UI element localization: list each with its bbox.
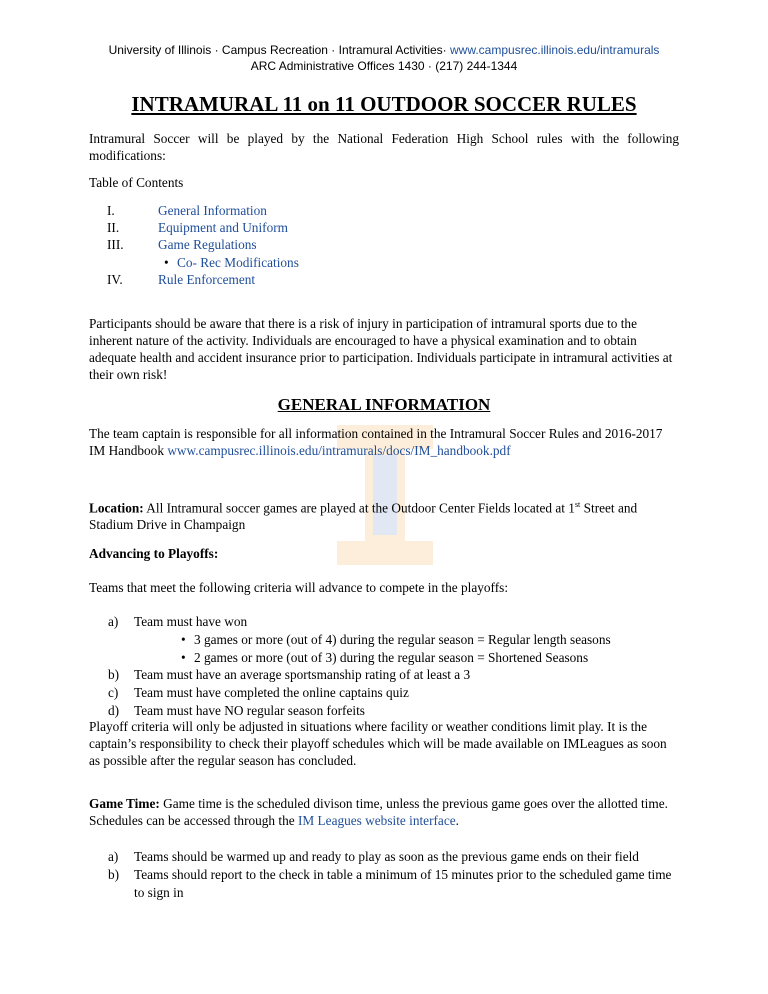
list-subitem: • 3 games or more (out of 4) during the regular season = Regular length seasons <box>181 631 611 647</box>
list-item: a) Team must have won <box>108 614 248 629</box>
toc-heading: Table of Contents <box>89 175 184 190</box>
page-header <box>0 42 768 74</box>
toc-item[interactable]: II. Equipment and Uniform <box>107 220 288 236</box>
page-title: INTRAMURAL 11 on 11 OUTDOOR SOCCER RULES <box>131 92 637 116</box>
toc-link-equipment[interactable]: Equipment and Uniform <box>158 220 288 236</box>
toc-link-rule-enforcement[interactable]: Rule Enforcement <box>158 271 256 287</box>
imleagues-link[interactable]: IM Leagues website interface <box>297 813 456 828</box>
list-item: b) Teams should report to the check in table a minimum of 15 minutes prior to the scheduled game time to sign in <box>108 866 672 900</box>
section-heading-general: GENERAL INFORMATION <box>277 395 491 414</box>
header-link[interactable]: www.campusrec.illinois.edu/intramurals <box>450 43 660 57</box>
toc-subitem[interactable] <box>107 254 299 271</box>
toc-item[interactable]: III. Game Regulations <box>107 237 257 253</box>
intro-paragraph: Intramural Soccer will be played by the National Federation High School rules with the following modifications: <box>89 131 679 163</box>
list-item: b) Team must have an average sportsmanship rating of at least a 3 <box>108 667 471 683</box>
toc-item[interactable]: I. General Information <box>107 203 267 218</box>
toc-item[interactable]: IV. Rule Enforcement <box>107 271 256 287</box>
playoff-criteria-list <box>108 613 611 720</box>
header-line1: University of Illinois · Campus Recreation · Intramural Activities· <box>108 43 447 57</box>
table-of-contents <box>107 202 299 288</box>
bullet-icon: • <box>181 631 186 647</box>
toc-link-general[interactable]: General Information <box>158 203 267 218</box>
gametime-paragraph: Game Time: Game time is the scheduled divison time, unless the previous game goes over the allotted time. Schedules can be accessed through the IM Leagues website interface. <box>89 796 668 828</box>
gametime-list <box>108 848 680 901</box>
toc-link-game-regulations[interactable]: Game Regulations <box>158 237 257 253</box>
list-item: c) Team must have completed the online captains quiz <box>108 685 409 701</box>
handbook-link[interactable]: www.campusrec.illinois.edu/intramurals/docs/IM_handbook.pdf <box>167 443 511 458</box>
list-subitem: • 2 games or more (out of 3) during the regular season = Shortened Seasons <box>181 649 589 665</box>
toc-link-corec[interactable]: Co- Rec Modifications <box>177 254 299 270</box>
playoffs-intro: Teams that meet the following criteria will advance to compete in the playoffs: <box>89 580 509 595</box>
captain-paragraph: The team captain is responsible for all information contained in the Intramural Soccer Rules and 2016-2017 IM Handbook www.campusrec.illinois.edu/intramurals/docs/IM_handbook.pdf <box>89 426 663 458</box>
bullet-icon: • <box>164 254 169 270</box>
playoffs-heading: Advancing to Playoffs: <box>89 546 219 561</box>
list-item: d) Team must have NO regular season forfeits <box>108 702 365 718</box>
bullet-icon: • <box>181 649 186 665</box>
risk-paragraph: Participants should be aware that there is a risk of injury in participation of intramural sports due to the inherent nature of the activity. Individuals are encouraged to have a physical examination and to obtain adequate health and accident insurance prior to participation. Individuals participate in intramural activities at their own risk! <box>89 316 673 382</box>
header-line2: ARC Administrative Offices 1430 · (217) 244-1344 <box>250 59 518 73</box>
list-item: a) Teams should be warmed up and ready to play as soon as the previous game ends on their field <box>108 849 639 864</box>
playoff-note: Playoff criteria will only be adjusted in situations where facility or weather conditions limit play. It is the captain’s responsibility to check their playoff schedules which will be made available on IMLeagues as soon as possible after the regular season has concluded. <box>89 719 667 768</box>
location-paragraph: Location: All Intramural soccer games are played at the Outdoor Center Fields located at 1st Street and Stadium Drive in Champaign <box>89 500 638 533</box>
